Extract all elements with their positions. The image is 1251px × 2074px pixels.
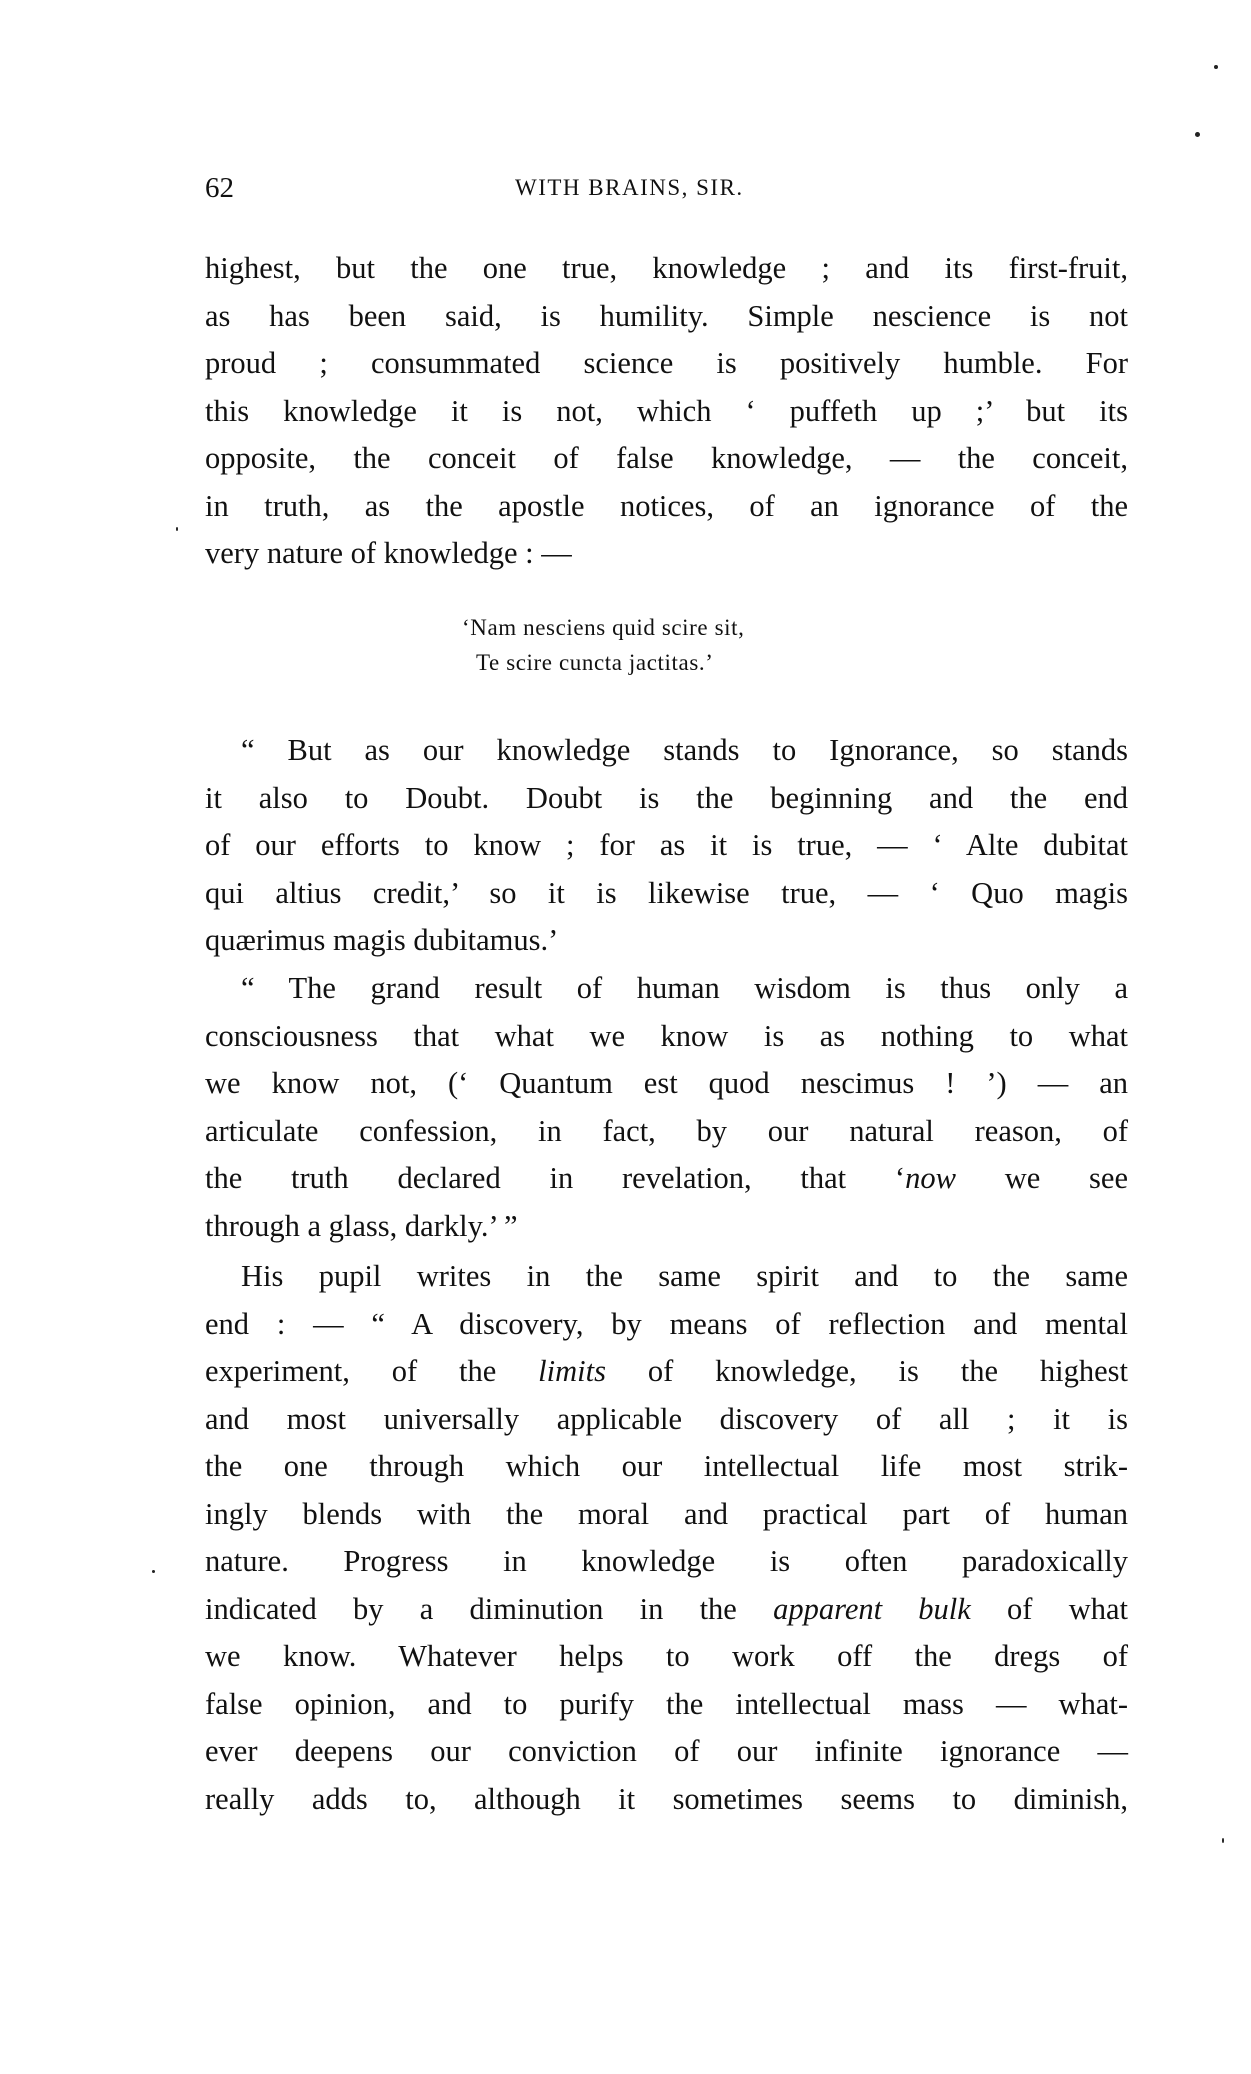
paragraph-doubt xyxy=(205,727,1128,965)
text-line: ingly blends with the moral and practical part of human xyxy=(205,1496,1128,1531)
text-segment: of knowledge, is the highest xyxy=(605,1354,1128,1388)
text-line: the one through which our intellectual life most strik- xyxy=(205,1449,1128,1483)
text-line: false opinion, and to purify the intellectual mass — what- xyxy=(205,1686,1128,1721)
scan-speck xyxy=(1222,1838,1224,1843)
text-line: “ But as our knowledge stands to Ignorance, so stands xyxy=(241,733,1128,767)
text-line: “ The grand result of human wisdom is thus only a xyxy=(241,971,1128,1005)
text-line xyxy=(205,1155,1128,1203)
text-line: consciousness that what we know is as nothing to what xyxy=(205,1018,1128,1053)
text-line: nature. Progress in knowledge is often paradoxically xyxy=(205,1544,1128,1578)
text-line: really adds to, although it sometimes seems to diminish, xyxy=(205,1781,1128,1816)
text-line: end : — “ A discovery, by means of reflection and mental xyxy=(205,1306,1128,1341)
text-line: qui altius credit,’ so it is likewise true, — ‘ Quo magis xyxy=(205,875,1128,910)
text-line: highest, but the one true, knowledge ; and its first-fruit, xyxy=(205,251,1128,285)
text-line: articulate confession, in fact, by our natural reason, of xyxy=(205,1113,1128,1148)
verse-line: Te scire cuncta jactitas.’ xyxy=(476,650,714,675)
text-segment: of what xyxy=(970,1591,1128,1626)
text-line: as has been said, is humility. Simple nescience is not xyxy=(205,298,1128,333)
paragraph-pupil xyxy=(205,1253,1128,1823)
verse-line: ‘Nam nesciens quid scire sit, xyxy=(462,615,745,640)
text-segment: we see xyxy=(955,1161,1128,1195)
running-head xyxy=(205,170,1128,206)
italic-emphasis: apparent bulk xyxy=(773,1591,971,1626)
text-line xyxy=(205,1348,1128,1396)
text-line xyxy=(205,1586,1128,1634)
italic-emphasis: limits xyxy=(538,1354,606,1388)
text-line: quærimus magis dubitamus.’ xyxy=(205,923,559,957)
paragraph-continuation xyxy=(205,245,1128,578)
text-segment: indicated by a diminution in the xyxy=(205,1591,774,1626)
page-number: 62 xyxy=(205,172,234,204)
scan-speck xyxy=(176,527,178,531)
text-line: we know. Whatever helps to work off the dregs of xyxy=(205,1639,1128,1673)
text-line: ever deepens our conviction of our infinite ignorance — xyxy=(205,1734,1128,1768)
latin-verse-quote xyxy=(462,610,744,680)
text-line: through a glass, darkly.’ ” xyxy=(205,1208,518,1243)
running-title: WITH BRAINS, SIR. xyxy=(515,175,744,200)
italic-emphasis: now xyxy=(905,1161,956,1195)
text-line: and most universally applicable discovery of all ; it is xyxy=(205,1401,1128,1436)
text-line: we know not, (‘ Quantum est quod nescimus ! ’) — an xyxy=(205,1066,1128,1100)
text-line: this knowledge it is not, which ‘ puffeth up ;’ but its xyxy=(205,393,1128,428)
scan-speck xyxy=(1214,65,1218,69)
text-line: proud ; consummated science is positively humble. For xyxy=(205,346,1128,380)
text-line: in truth, as the apostle notices, of an ignorance of the xyxy=(205,488,1128,523)
text-line: very nature of knowledge : — xyxy=(205,536,572,570)
scan-speck xyxy=(1195,132,1200,137)
text-line: it also to Doubt. Doubt is the beginning and the end xyxy=(205,780,1128,815)
scan-speck xyxy=(152,1570,155,1573)
text-line: opposite, the conceit of false knowledge, — the conceit, xyxy=(205,441,1128,475)
text-line: of our efforts to know ; for as it is true, — ‘ Alte dubitat xyxy=(205,828,1128,862)
paragraph-human-wisdom xyxy=(205,965,1128,1250)
text-segment: the truth declared in revelation, that ‘ xyxy=(205,1161,906,1195)
text-segment: experiment, of the xyxy=(205,1354,539,1388)
text-line: His pupil writes in the same spirit and to the same xyxy=(241,1259,1128,1293)
